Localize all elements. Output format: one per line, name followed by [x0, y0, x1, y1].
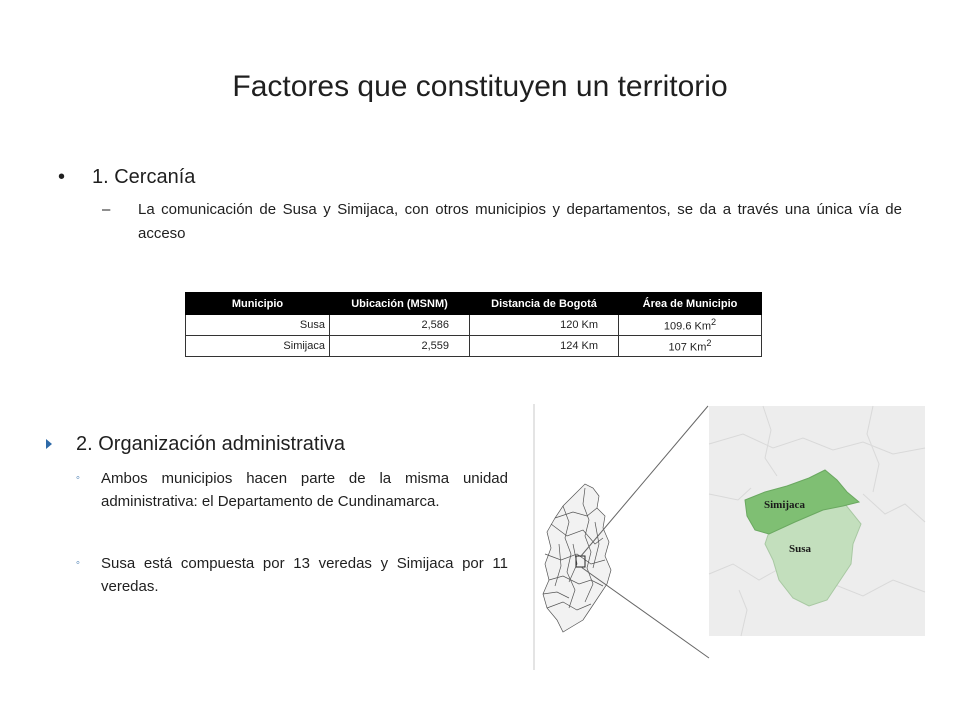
area-value: 109.6 Km [663, 320, 711, 333]
location-map [533, 404, 927, 670]
area-superscript: 2 [711, 317, 717, 328]
cell-distancia: 120 Km [470, 315, 619, 336]
cell-municipio: Susa [186, 315, 330, 336]
section1-heading: 1. Cercanía [92, 166, 196, 188]
table-row [186, 336, 762, 357]
cell-municipio: Simijaca [186, 336, 330, 357]
circle-bullet-icon: ◦ [76, 472, 80, 484]
detail-map [709, 406, 925, 636]
header-area: Área de Municipio [619, 293, 762, 315]
slide-title: Factores que constituyen un territorio [232, 70, 728, 103]
header-ubicacion: Ubicación (MSNM) [330, 293, 470, 315]
table-row [186, 315, 762, 336]
susa-label: Susa [789, 543, 812, 555]
header-municipio: Municipio [186, 293, 330, 315]
header-distancia: Distancia de Bogotá [470, 293, 619, 315]
table-header-row [186, 293, 762, 315]
arrow-bullet-icon [46, 439, 52, 449]
area-superscript: 2 [706, 338, 712, 349]
dash-icon: – [102, 201, 111, 218]
cell-distancia: 124 Km [470, 336, 619, 357]
bullet-dot-icon: • [58, 166, 66, 188]
simijaca-label: Simijaca [764, 499, 805, 511]
cell-ubicacion: 2,586 [330, 315, 470, 336]
section1-text: La comunicación de Susa y Simijaca, con otros municipios y departamentos, se da a través una única vía de acceso [138, 201, 902, 242]
map-graphic [533, 404, 927, 670]
cell-area [619, 336, 762, 357]
zoom-line-top [581, 406, 708, 556]
cell-ubicacion: 2,559 [330, 336, 470, 357]
municipios-table [185, 292, 762, 357]
area-value: 107 Km [668, 341, 707, 354]
section2-heading: 2. Organización administrativa [76, 433, 346, 455]
circle-bullet-icon: ◦ [76, 557, 80, 569]
zoom-line-bottom [581, 567, 709, 658]
colombia-map [543, 484, 611, 632]
section2-item-text: Ambos municipios hacen parte de la misma unidad administrativa: el Departamento de Cundinamarca. [101, 470, 508, 510]
cell-area [619, 315, 762, 336]
section2-item-text: Susa está compuesta por 13 veredas y Simijaca por 11 veredas. [101, 555, 508, 595]
